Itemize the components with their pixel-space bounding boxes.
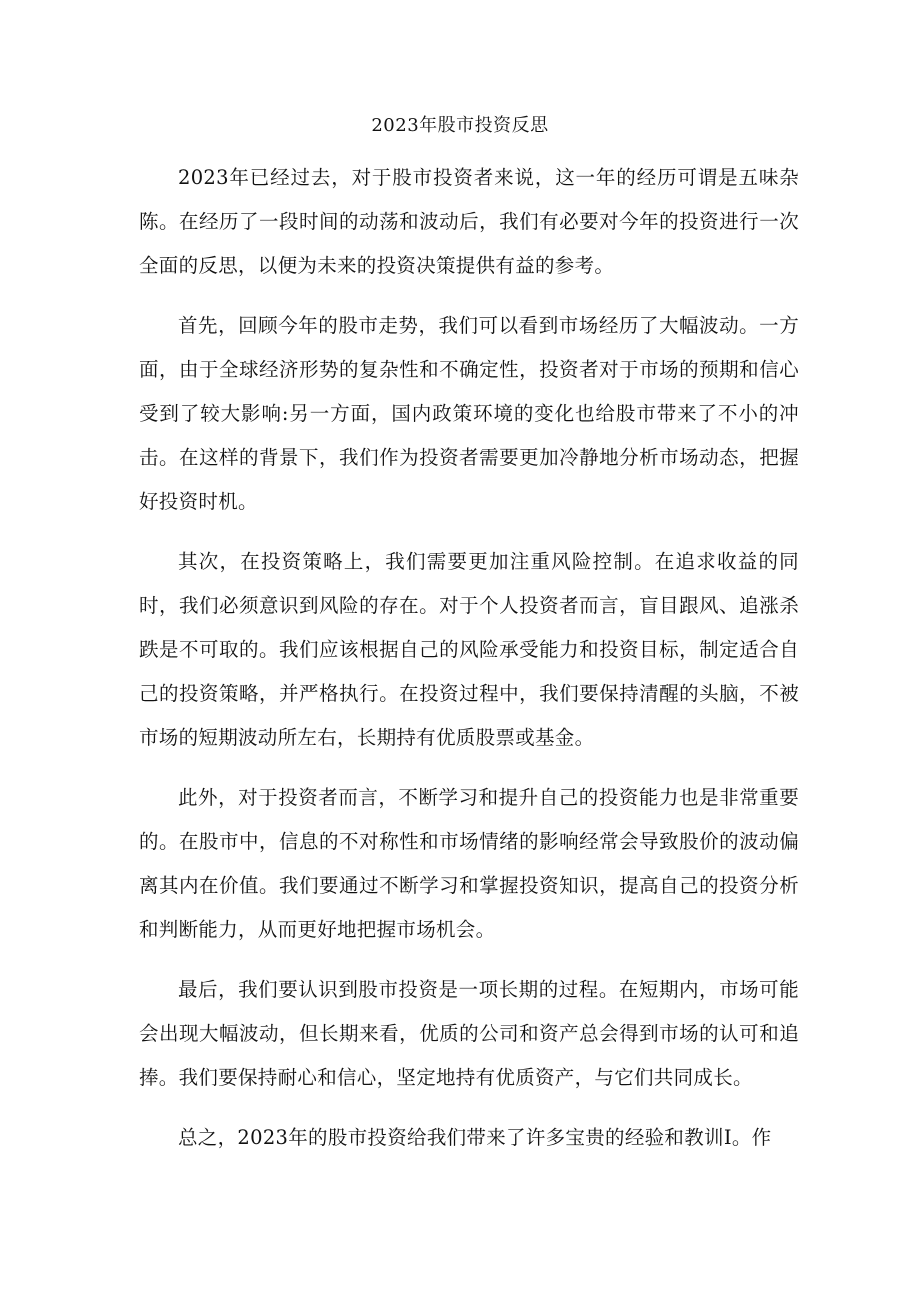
paragraph-intro: 2023年已经过去，对于股市投资者来说，这一年的经历可谓是五味杂陈。在经历了一段时间的动荡和波动后，我们有必要对今年的投资进行一次全面的反思，以便为未来的投资决策提供有益的参考。 <box>139 166 799 277</box>
paragraph-risk-control: 其次，在投资策略上，我们需要更加注重风险控制。在追求收益的同时，我们必须意识到风险的存在。对于个人投资者而言，盲目跟风、追涨杀跌是不可取的。我们应该根据自己的风险承受能力和投资目标，制定适合自己的投资策略，并严格执行。在投资过程中，我们要保持清醒的头脑，不被市场的短期波动所左右，长期持有优质股票或基金。 <box>139 550 799 749</box>
paragraph-conclusion: 总之，2023年的股市投资给我们带来了许多宝贵的经验和教训I。作 <box>178 1126 772 1149</box>
paragraph-continuous-learning: 此外，对于投资者而言，不断学习和提升自己的投资能力也是非常重要的。在股市中，信息的不对称性和市场情绪的影响经常会导致股价的波动偏离其内在价值。我们要通过不断学习和掌握投资知识，提高自己的投资分析和判断能力，从而更好地把握市场机会。 <box>139 786 799 941</box>
paragraph-long-term: 最后，我们要认识到股市投资是一项长期的过程。在短期内，市场可能会出现大幅波动，但长期来看，优质的公司和资产总会得到市场的认可和追捧。我们要保持耐心和信心，坚定地持有优质资产，与它们共同成长。 <box>139 978 799 1089</box>
document-title: 2023年股市投资反思 <box>371 115 549 136</box>
paragraph-market-trend: 首先，回顾今年的股市走势，我们可以看到市场经历了大幅波动。一方面，由于全球经济形势的复杂性和不确定性，投资者对于市场的预期和信心受到了较大影响:另一方面，国内政策环境的变化也给股市带来了不小的冲击。在这样的背景下，我们作为投资者需要更加冷静地分析市场动态，把握好投资时机。 <box>139 314 799 513</box>
document-body <box>139 156 799 1176</box>
